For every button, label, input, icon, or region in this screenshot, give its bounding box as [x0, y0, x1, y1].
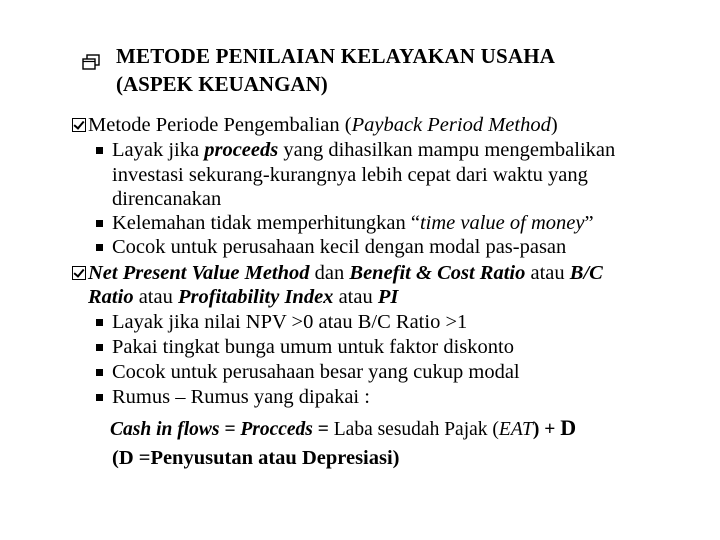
bullet-icon: [96, 147, 103, 154]
section1-heading: Metode Periode Pengembalian (Payback Period Method): [88, 114, 558, 136]
section2-bullet-3: Cocok untuk perusahaan besar yang cukup modal: [112, 361, 520, 383]
section2-bullet-2: Pakai tingkat bunga umum untuk faktor diskonto: [112, 336, 514, 358]
formula-line: Cash in flows = Procceds = Laba sesudah Pajak (EAT) + D: [110, 415, 577, 440]
slide-title-line-2: (ASPEK KEUANGAN): [116, 72, 328, 96]
checkbox-icon: [72, 118, 86, 132]
section2-heading: Net Present Value Method dan Benefit & Cost Ratio atau B/C: [88, 262, 603, 284]
section2-heading-line-2: Ratio atau Profitability Index atau PI: [88, 286, 399, 308]
bullet-icon: [96, 244, 103, 251]
section1-bullet-1-line-3: direncanakan: [112, 188, 222, 210]
bullet-icon: [96, 319, 103, 326]
bullet-icon: [96, 220, 103, 227]
slide-title-line-1: METODE PENILAIAN KELAYAKAN USAHA: [116, 44, 556, 68]
bullet-icon: [96, 394, 103, 401]
formula-note: (D =Penyusutan atau Depresiasi): [112, 447, 400, 469]
section1-bullet-1-line-2: investasi sekurang-kurangnya lebih cepat dari waktu yang: [112, 164, 588, 186]
section1-bullet-3: Cocok untuk perusahaan kecil dengan modal pas-pasan: [112, 236, 567, 258]
checkbox-icon: [72, 266, 86, 280]
section2-bullet-4: Rumus – Rumus yang dipakai :: [112, 386, 370, 408]
bullet-icon: [96, 369, 103, 376]
bullet-icon: [96, 344, 103, 351]
section1-bullet-1: Layak jika proceeds yang dihasilkan mampu mengembalikan: [112, 139, 616, 161]
section1-bullet-2: Kelemahan tidak memperhitungkan “time value of money”: [112, 212, 594, 234]
window-icon: [82, 54, 100, 70]
section2-bullet-1: Layak jika nilai NPV >0 atau B/C Ratio >1: [112, 311, 468, 333]
